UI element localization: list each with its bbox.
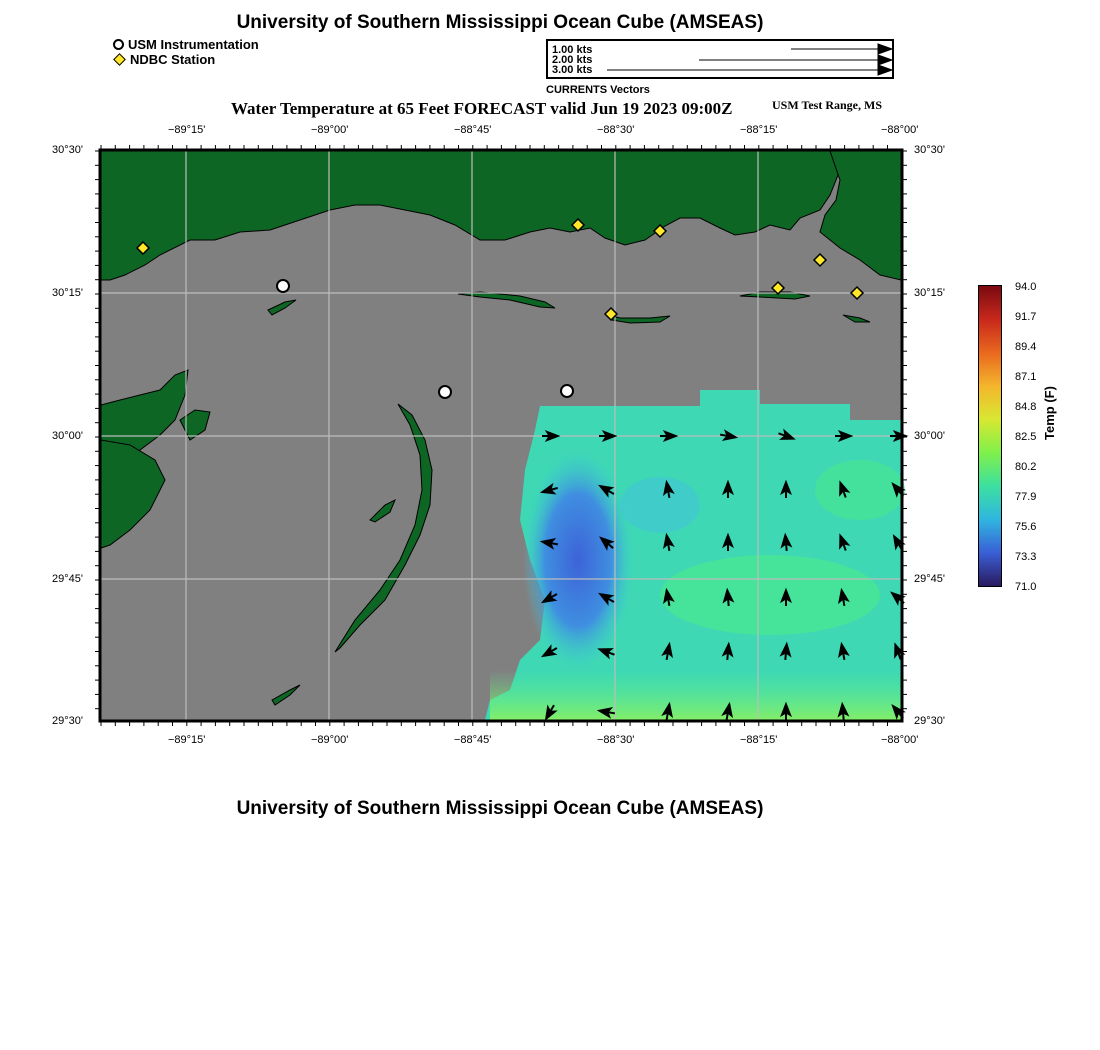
legend-ndbc-label: NDBC Station: [130, 52, 216, 67]
lat-tick-left: 30°15': [52, 287, 83, 299]
colorbar-tick: 89.4: [1015, 341, 1037, 353]
temperature-colorbar: [978, 285, 1002, 587]
colorbar-title: Temp (F): [1042, 386, 1057, 440]
colorbar-tick: 71.0: [1015, 581, 1037, 593]
lon-tick-top: −88°15': [740, 124, 778, 136]
colorbar-tick: 94.0: [1015, 281, 1037, 293]
colorbar-tick: 84.8: [1015, 401, 1037, 413]
lat-tick-left: 30°30': [52, 144, 83, 156]
lat-tick-left: 29°30': [52, 715, 83, 727]
colorbar-tick: 82.5: [1015, 431, 1037, 443]
lat-tick-right: 30°15': [914, 287, 945, 299]
lon-tick-bottom: −88°45': [454, 734, 492, 746]
lat-tick-left: 30°00': [52, 430, 83, 442]
footer-title: University of Southern Mississippi Ocean Cube (AMSEAS): [236, 798, 764, 819]
lat-tick-right: 30°00': [914, 430, 945, 442]
colorbar-tick: 75.6: [1015, 521, 1037, 533]
lon-tick-top: −88°45': [454, 124, 492, 136]
region-label: USM Test Range, MS: [772, 98, 883, 112]
lat-tick-right: 30°30': [914, 144, 945, 156]
lon-tick-top: −89°00': [311, 124, 349, 136]
colorbar-tick: 91.7: [1015, 311, 1037, 323]
lon-tick-bottom: −88°15': [740, 734, 778, 746]
vector-speed-1: 1.00 kts: [552, 44, 593, 56]
lon-tick-top: −89°15': [168, 124, 206, 136]
lon-tick-bottom: −88°00': [881, 734, 919, 746]
lat-tick-left: 29°45': [52, 573, 83, 585]
lat-tick-right: 29°30': [914, 715, 945, 727]
lat-tick-right: 29°45': [914, 573, 945, 585]
lon-tick-top: −88°00': [881, 124, 919, 136]
lon-tick-top: −88°30': [597, 124, 635, 136]
colorbar-tick: 73.3: [1015, 551, 1037, 563]
vector-speed-3: 3.00 kts: [552, 64, 593, 76]
usm-station-marker[interactable]: [439, 386, 451, 398]
vector-caption: CURRENTS Vectors: [546, 84, 650, 96]
usm-station-marker[interactable]: [561, 385, 573, 397]
legend-usm-label: USM Instrumentation: [128, 37, 259, 52]
colorbar-tick: 77.9: [1015, 491, 1037, 503]
map-subtitle: Water Temperature at 65 Feet FORECAST valid Jun 19 2023 09:00Z: [231, 99, 733, 118]
usm-station-marker[interactable]: [277, 280, 289, 292]
lon-tick-bottom: −89°15': [168, 734, 206, 746]
vector-speed-2: 2.00 kts: [552, 54, 593, 66]
lon-tick-bottom: −88°30': [597, 734, 635, 746]
lon-tick-bottom: −89°00': [311, 734, 349, 746]
page-title: University of Southern Mississippi Ocean Cube (AMSEAS): [236, 12, 764, 33]
colorbar-tick: 87.1: [1015, 371, 1037, 383]
colorbar-tick: 80.2: [1015, 461, 1037, 473]
